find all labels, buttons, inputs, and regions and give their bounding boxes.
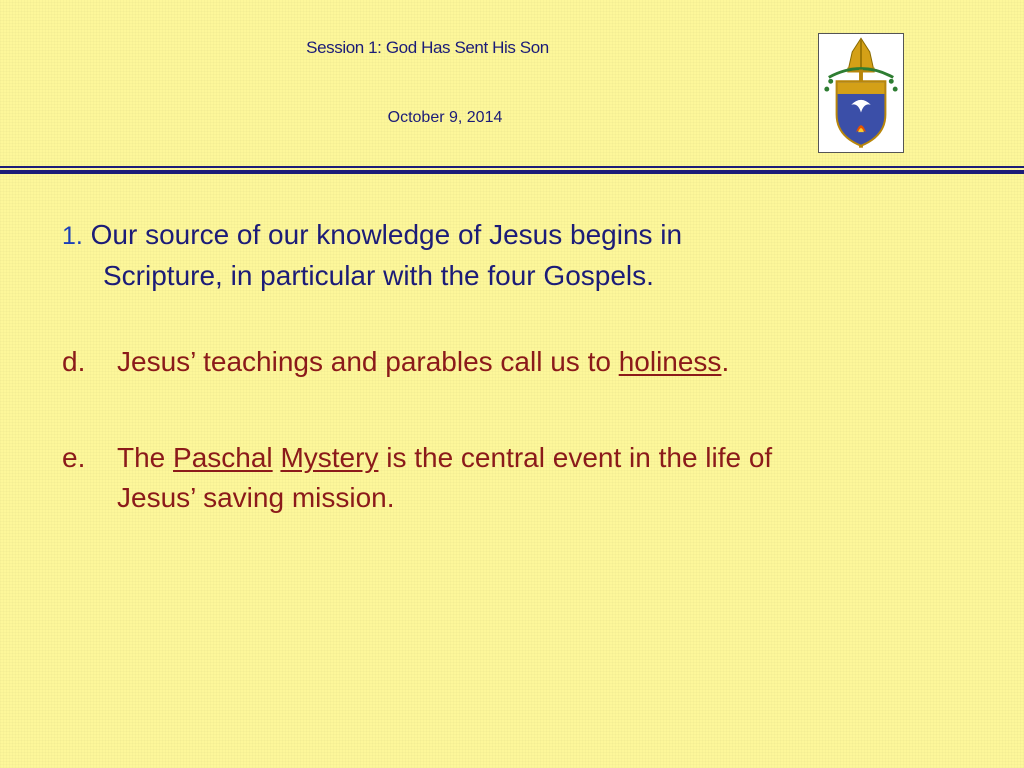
main-point-line1: Our source of our knowledge of Jesus begins in <box>82 219 683 250</box>
item-d <box>62 342 962 382</box>
item-e-text-start: The <box>117 442 174 473</box>
item-d-marker: d. <box>62 346 86 377</box>
header-divider-thick <box>0 170 1024 174</box>
session-title: Session 1: God Has Sent His Son <box>306 38 549 57</box>
item-e-text-end: is the central event in the life of <box>378 442 773 473</box>
holiness-term: holiness <box>618 346 722 377</box>
item-e <box>62 438 962 518</box>
item-e-line2: Jesus’ saving mission. <box>117 482 395 513</box>
diocese-crest-icon <box>818 33 904 153</box>
mystery-term: Mystery <box>280 442 379 473</box>
item-d-text: Jesus’ teachings and parables call us to <box>117 346 619 377</box>
item-d-end: . <box>721 346 730 377</box>
session-date: October 9, 2014 <box>387 109 503 126</box>
item-e-marker: e. <box>62 442 86 473</box>
header-divider-thin <box>0 166 1024 168</box>
main-point-line2: Scripture, in particular with the four Gospels. <box>103 260 654 291</box>
main-point-number: 1. <box>62 222 83 250</box>
paschal-term: Paschal <box>173 442 273 473</box>
main-point <box>62 215 862 296</box>
